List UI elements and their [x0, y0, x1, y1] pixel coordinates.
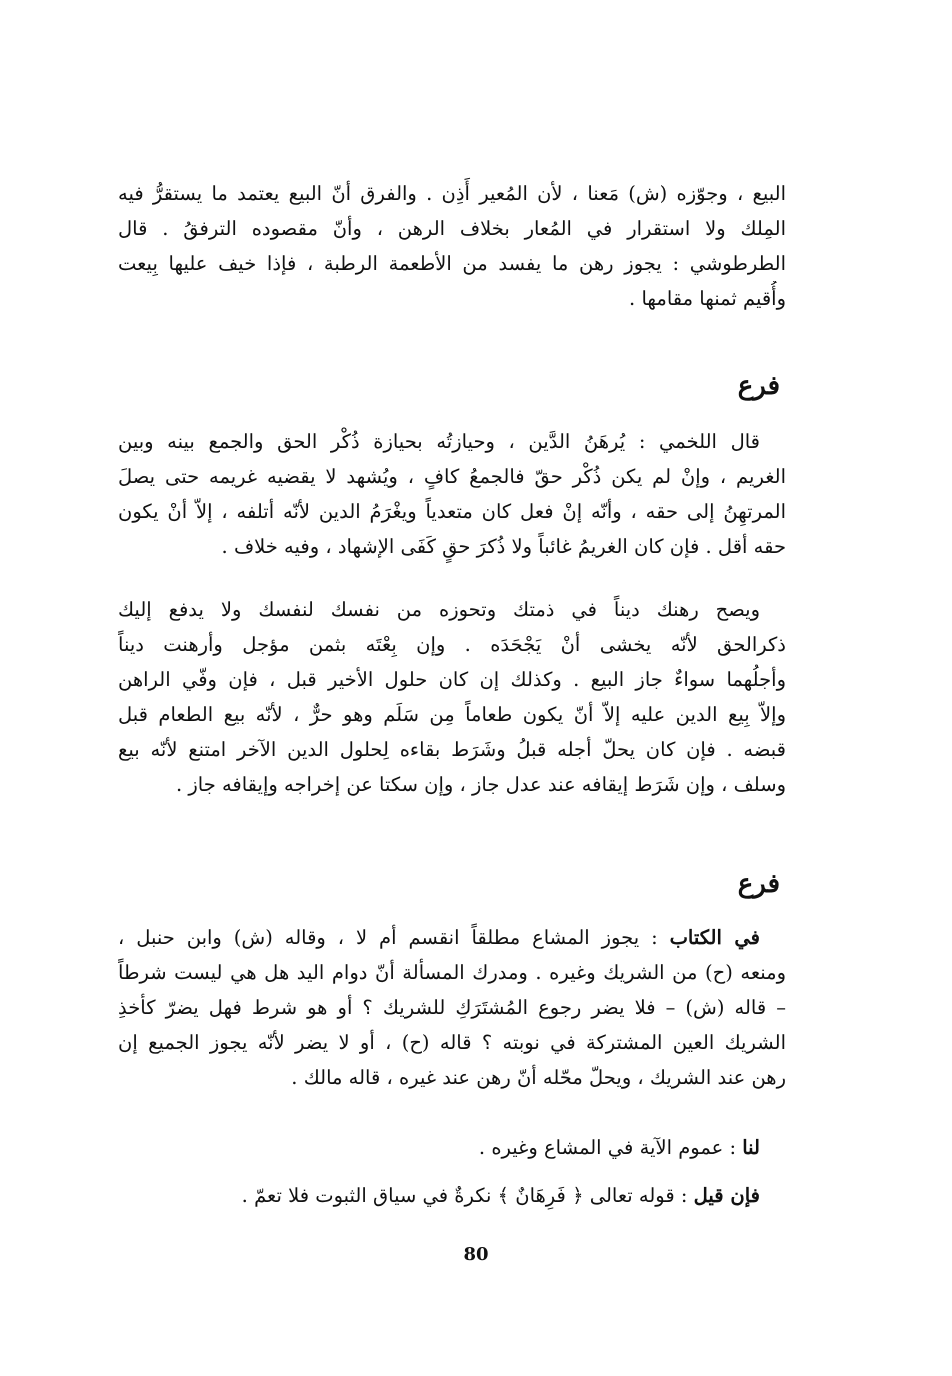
text-line: حقه أقل . فإن كان الغريمُ غائباً ولا ذُكرَ حقٍ كَفَى الإشهاد ، وفيه خلاف . [221, 535, 786, 558]
text-line: وأجلُهما سواءٌ جاز البيع . وكذلك إن كان حلول الأخير قبل ، فإن وفّي الراهن [118, 668, 786, 691]
text-span: : قوله تعالى ﴿ فَرِهَانٌ ﴾ نكرةٌ في سياق الثبوت فلا تعمّ . [241, 1184, 694, 1207]
paragraph-2 [118, 424, 786, 564]
paragraph-5 [118, 1130, 786, 1165]
text-line: البيع ، وجوّزه (ش) مَعنا ، لأن المُعير أَذِن . والفرق أنّ البيع يعتمد ما يستقرُّ فيه [118, 182, 786, 205]
text-line: قبضه . فإن كان يحلّ أجله قبلُ وشَرَط بقاءه لِحلول الدين الآخر امتنع لأنّه بيع [118, 738, 786, 761]
bold-lead: فإن قيل [693, 1184, 760, 1207]
text-line: ومنعه (ح) من الشريك وغيره . ومدرك المسألة أنّ دوام اليد هل هي ليست شرطاً [118, 961, 786, 984]
text-line [118, 920, 786, 955]
text-line: المرتهِنُ إلى حقه ، وأنّه إنْ فعل كان متعدياً ويغْرَمُ الدين لأنّه أتلفه ، إلاّ أنْ يكون [118, 500, 786, 523]
paragraph-4 [118, 920, 786, 1095]
text-line: وإلاّ بِيع الدين عليه إلاّ أنّ يكون طعاماً مِن سَلَم وهو حرٌّ ، لأنّه بيع الطعام قبل [118, 703, 786, 726]
page-number: 80 [463, 1244, 489, 1265]
text-line [118, 1178, 786, 1213]
text-span: : يجوز المشاع مطلقاً انقسم أم لا ، وقاله (ش) وابن حنبل ، [118, 926, 670, 949]
text-line: – قاله (ش) – فلا يضر رجوع المُشتَرَكِ للشريك ؟ أو هو شرط فهل يضرّ كأخذِ [118, 996, 786, 1019]
text-line: المِلك ولا استقرار في المُعار بخلاف الرهن ، وأنّ مقصوده الترفقُ . قال [118, 217, 786, 240]
text-line: رهن عند الشريك ، ويحلّ محّله أنّ رهن عند غيره ، قاله مالك . [291, 1066, 786, 1089]
bold-lead: لنا [742, 1136, 760, 1159]
text-line: الطرطوشي : يجوز رهن ما يفسد من الأطعمة الرطبة ، فإذا خيف عليها بِيعت [118, 252, 786, 275]
text-line: ويصح رهنك ديناً في ذمتك وتحوزه من نفسك لنفسك ولا يدفع إليك [118, 598, 760, 621]
paragraph-6 [118, 1178, 786, 1213]
text-line: قال اللخمي : يُرهَنُ الدَّين ، وحيازتُه بحيازة ذُكْر الحق والجمع بينه وبين [118, 430, 760, 453]
paragraph-3 [118, 592, 786, 802]
text-line: الغريم ، وإنْ لم يكن ذُكْر حقّ فالجمعُ كافٍ ، ويُشهد لا يقضيه غريمه حتى يصلَ [118, 465, 786, 488]
text-line: وسلف ، وإن شَرَط إيقافه عند عدل جاز ، وإن سكتا عن إخراجه وإيقافه جاز . [175, 773, 786, 796]
text-span: : عموم الآية في المشاع وغيره . [478, 1136, 743, 1159]
bold-lead: في الكتاب [669, 926, 760, 949]
section-heading: فرع [737, 371, 780, 401]
section-heading: فرع [737, 869, 780, 899]
text-line: وأُقيم ثمنها مقامها . [629, 287, 786, 310]
text-line: الشريك العين المشتركة في نوبته ؟ قاله (ح) ، أو لا يضر لأنّه يجوز الجميع إن [118, 1031, 786, 1054]
text-line: ذكرالحق لأنّه يخشى أنْ يَجْحَدَه . وإن بِعْتَه بثمن مؤجل وأرهنت ديناً [118, 633, 786, 656]
paragraph-1 [118, 176, 786, 316]
text-line [118, 1130, 786, 1165]
